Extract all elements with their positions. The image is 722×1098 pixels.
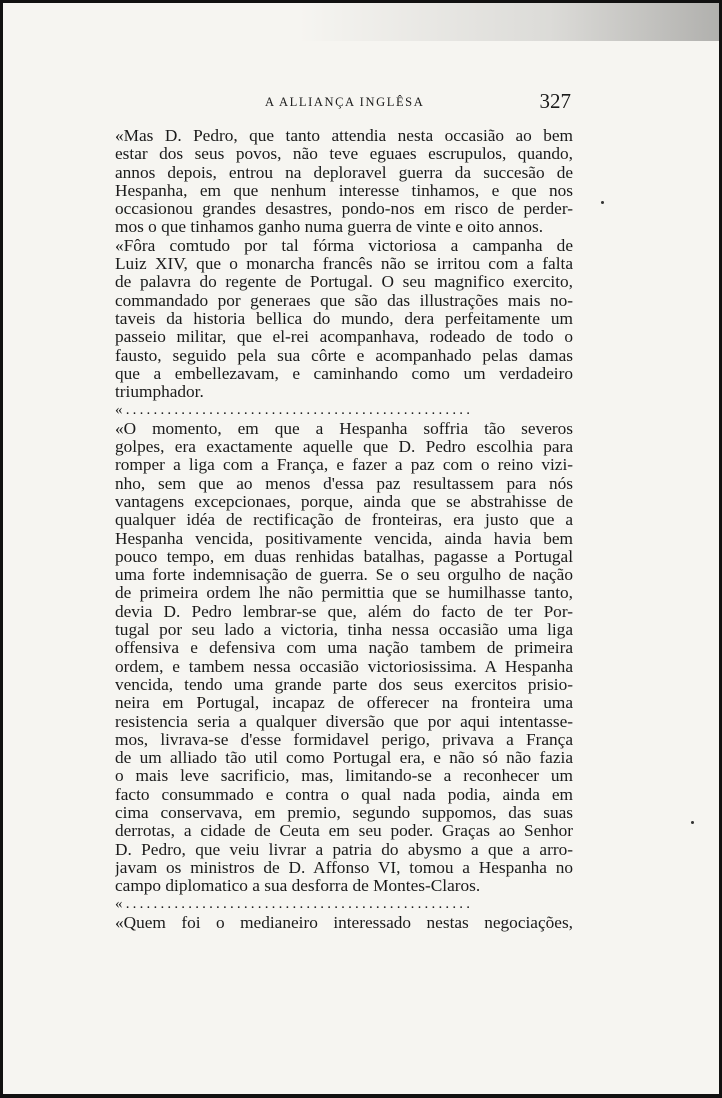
text-line: «Fôra comtudo por tal fórma victoriosa a campanha de <box>115 236 573 255</box>
text-line: taveis da historia bellica do mundo, dera perfeitamente um <box>115 309 573 328</box>
body-text <box>115 127 573 932</box>
text-line: «Mas D. Pedro, que tanto attendia nesta occasião ao bem <box>115 127 573 145</box>
text-line: romper a liga com a França, e fazer a paz com o reino vizi- <box>115 456 573 475</box>
text-line: qualquer idéa de rectificação de fronteiras, era justo que a <box>115 511 573 530</box>
text-line: passeio militar, que el-rei acompanhava, rodeado de todo o <box>115 328 573 347</box>
text-line: Hespanha vencida, positivamente vencida, ainda havia bem <box>115 529 573 548</box>
text-line: facto consummado e contra o qual nada podia, ainda em <box>115 785 573 804</box>
text-line: offensiva e defensiva com uma nação tambem de primeira <box>115 639 573 658</box>
text-line: triumphador. <box>115 383 204 402</box>
text-line: de um alliado tão util como Portugal era, e não só não fazia <box>115 749 573 768</box>
text-line: annos depois, entrou na deploravel guerra da succesão de <box>115 163 573 182</box>
scan-speck <box>691 821 694 824</box>
text-line: occasionou grandes desastres, pondo-nos em risco de perder- <box>115 200 573 219</box>
text-line: neira em Portugal, incapaz de offerecer na fronteira uma <box>115 694 573 713</box>
text-line: pouco tempo, em duas renhidas batalhas, pagasse a Portugal <box>115 547 573 566</box>
text-line: estar dos seus povos, não teve eguaes escrupulos, quando, <box>115 145 573 164</box>
text-line: D. Pedro, que veiu livrar a patria do abysmo a que a arro- <box>115 840 573 859</box>
page-header <box>115 89 573 119</box>
text-line: «O momento, em que a Hespanha soffria tão severos <box>115 419 573 438</box>
text-line: ordem, e tambem nessa occasião victoriosissima. A Hespanha <box>115 657 573 676</box>
text-line: derrotas, a cidade de Ceuta em seu poder. Graças ao Senhor <box>115 822 573 841</box>
running-head: A ALLIANÇA INGLÊSA <box>265 95 425 109</box>
text-line: que a embellezavam, e caminhando como um verdadeiro <box>115 364 573 383</box>
text-line: Luiz XIV, que o monarcha francês não se irritou com a falta <box>115 255 573 274</box>
text-line: uma forte indemnisação de guerra. Se o seu orgulho de nação <box>115 566 573 585</box>
page-number: 327 <box>539 89 571 113</box>
text-line: «Quem foi o medianeiro interessado nestas negociações, <box>115 913 573 932</box>
text-line: vencida, tendo uma grande parte dos seus exercitos prisio- <box>115 675 573 694</box>
text-line: devia D. Pedro lembrar-se que, além do facto de ter Por- <box>115 602 573 621</box>
text-line: tugal por seu lado a victoria, tinha nessa occasião uma liga <box>115 621 573 640</box>
text-line: Hespanha, em que nenhum interesse tinhamos, e que nos <box>115 181 573 200</box>
text-line: golpes, era exactamente aquelle que D. Pedro escolhia para <box>115 438 573 457</box>
text-line: nho, sem que ao menos d'essa paz resultassem para nós <box>115 474 573 493</box>
text-line: commandado por generaes que são das illustrações mais no- <box>115 291 573 310</box>
text-line: fausto, seguido pela sua côrte e acompanhado pelas damas <box>115 346 573 365</box>
scan-shadow <box>299 3 719 41</box>
text-line: vantagens excepcionaes, porque, ainda que se abstrahisse de <box>115 492 573 511</box>
text-line: resistencia seria a qualquer diversão que por aqui intentasse- <box>115 712 573 731</box>
text-line: de palavra do regente de Portugal. O seu magnifico exercito, <box>115 273 573 292</box>
text-line: campo diplomatico a sua desforra de Montes-Claros. <box>115 877 481 896</box>
text-line: mos o que tinhamos ganho numa guerra de vinte e oito annos. <box>115 218 544 237</box>
text-line: de primeira ordem lhe não permittia que se humilhasse tanto, <box>115 584 573 603</box>
text-line: javam os ministros de D. Affonso VI, tomou a Hespanha no <box>115 858 573 877</box>
text-line: mos, livrava-se d'esse formidavel perigo, privava a França <box>115 730 573 749</box>
text-line: cima conservava, em premio, segundo suppomos, das suas <box>115 803 573 822</box>
ellipsis-line: «.................................................. <box>115 896 474 913</box>
ellipsis-line: «.................................................. <box>115 402 474 419</box>
scan-speck <box>601 201 604 204</box>
text-line: o mais leve sacrificio, mas, limitando-se a reconhecer um <box>115 767 573 786</box>
